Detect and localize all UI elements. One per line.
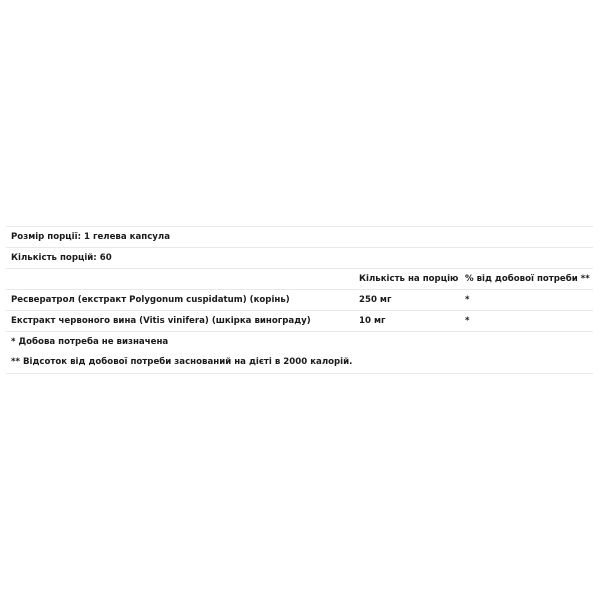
footnote-row [6, 331, 593, 352]
supplement-facts-table [6, 226, 593, 374]
servings-per-container-row [6, 247, 593, 268]
servings-per-container: Кількість порцій: 60 [11, 253, 112, 263]
ingredient-dv: * [465, 295, 470, 305]
daily-value-header: % від добової потреби ** [465, 274, 590, 284]
table-header-row [6, 268, 593, 289]
ingredient-name: Ресвератрол (екстракт Polygonum cuspidatum) (корінь) [11, 295, 290, 305]
footnote-2000-calorie: ** Відсоток від добової потреби заснований на дієті в 2000 калорій. [11, 357, 353, 367]
ingredient-row [6, 310, 593, 331]
amount-per-serving-header: Кількість на порцію [359, 274, 459, 284]
ingredient-row [6, 289, 593, 310]
ingredient-dv: * [465, 316, 470, 326]
serving-size-row [6, 226, 593, 247]
ingredient-name: Екстракт червоного вина (Vitis vinifera) (шкірка винограду) [11, 316, 311, 326]
footnote-row [6, 352, 593, 374]
ingredient-amount: 10 мг [359, 316, 386, 326]
footnote-dv-not-established: * Добова потреба не визначена [11, 337, 169, 347]
ingredient-amount: 250 мг [359, 295, 392, 305]
serving-size: Розмір порції: 1 гелева капсула [11, 232, 170, 242]
